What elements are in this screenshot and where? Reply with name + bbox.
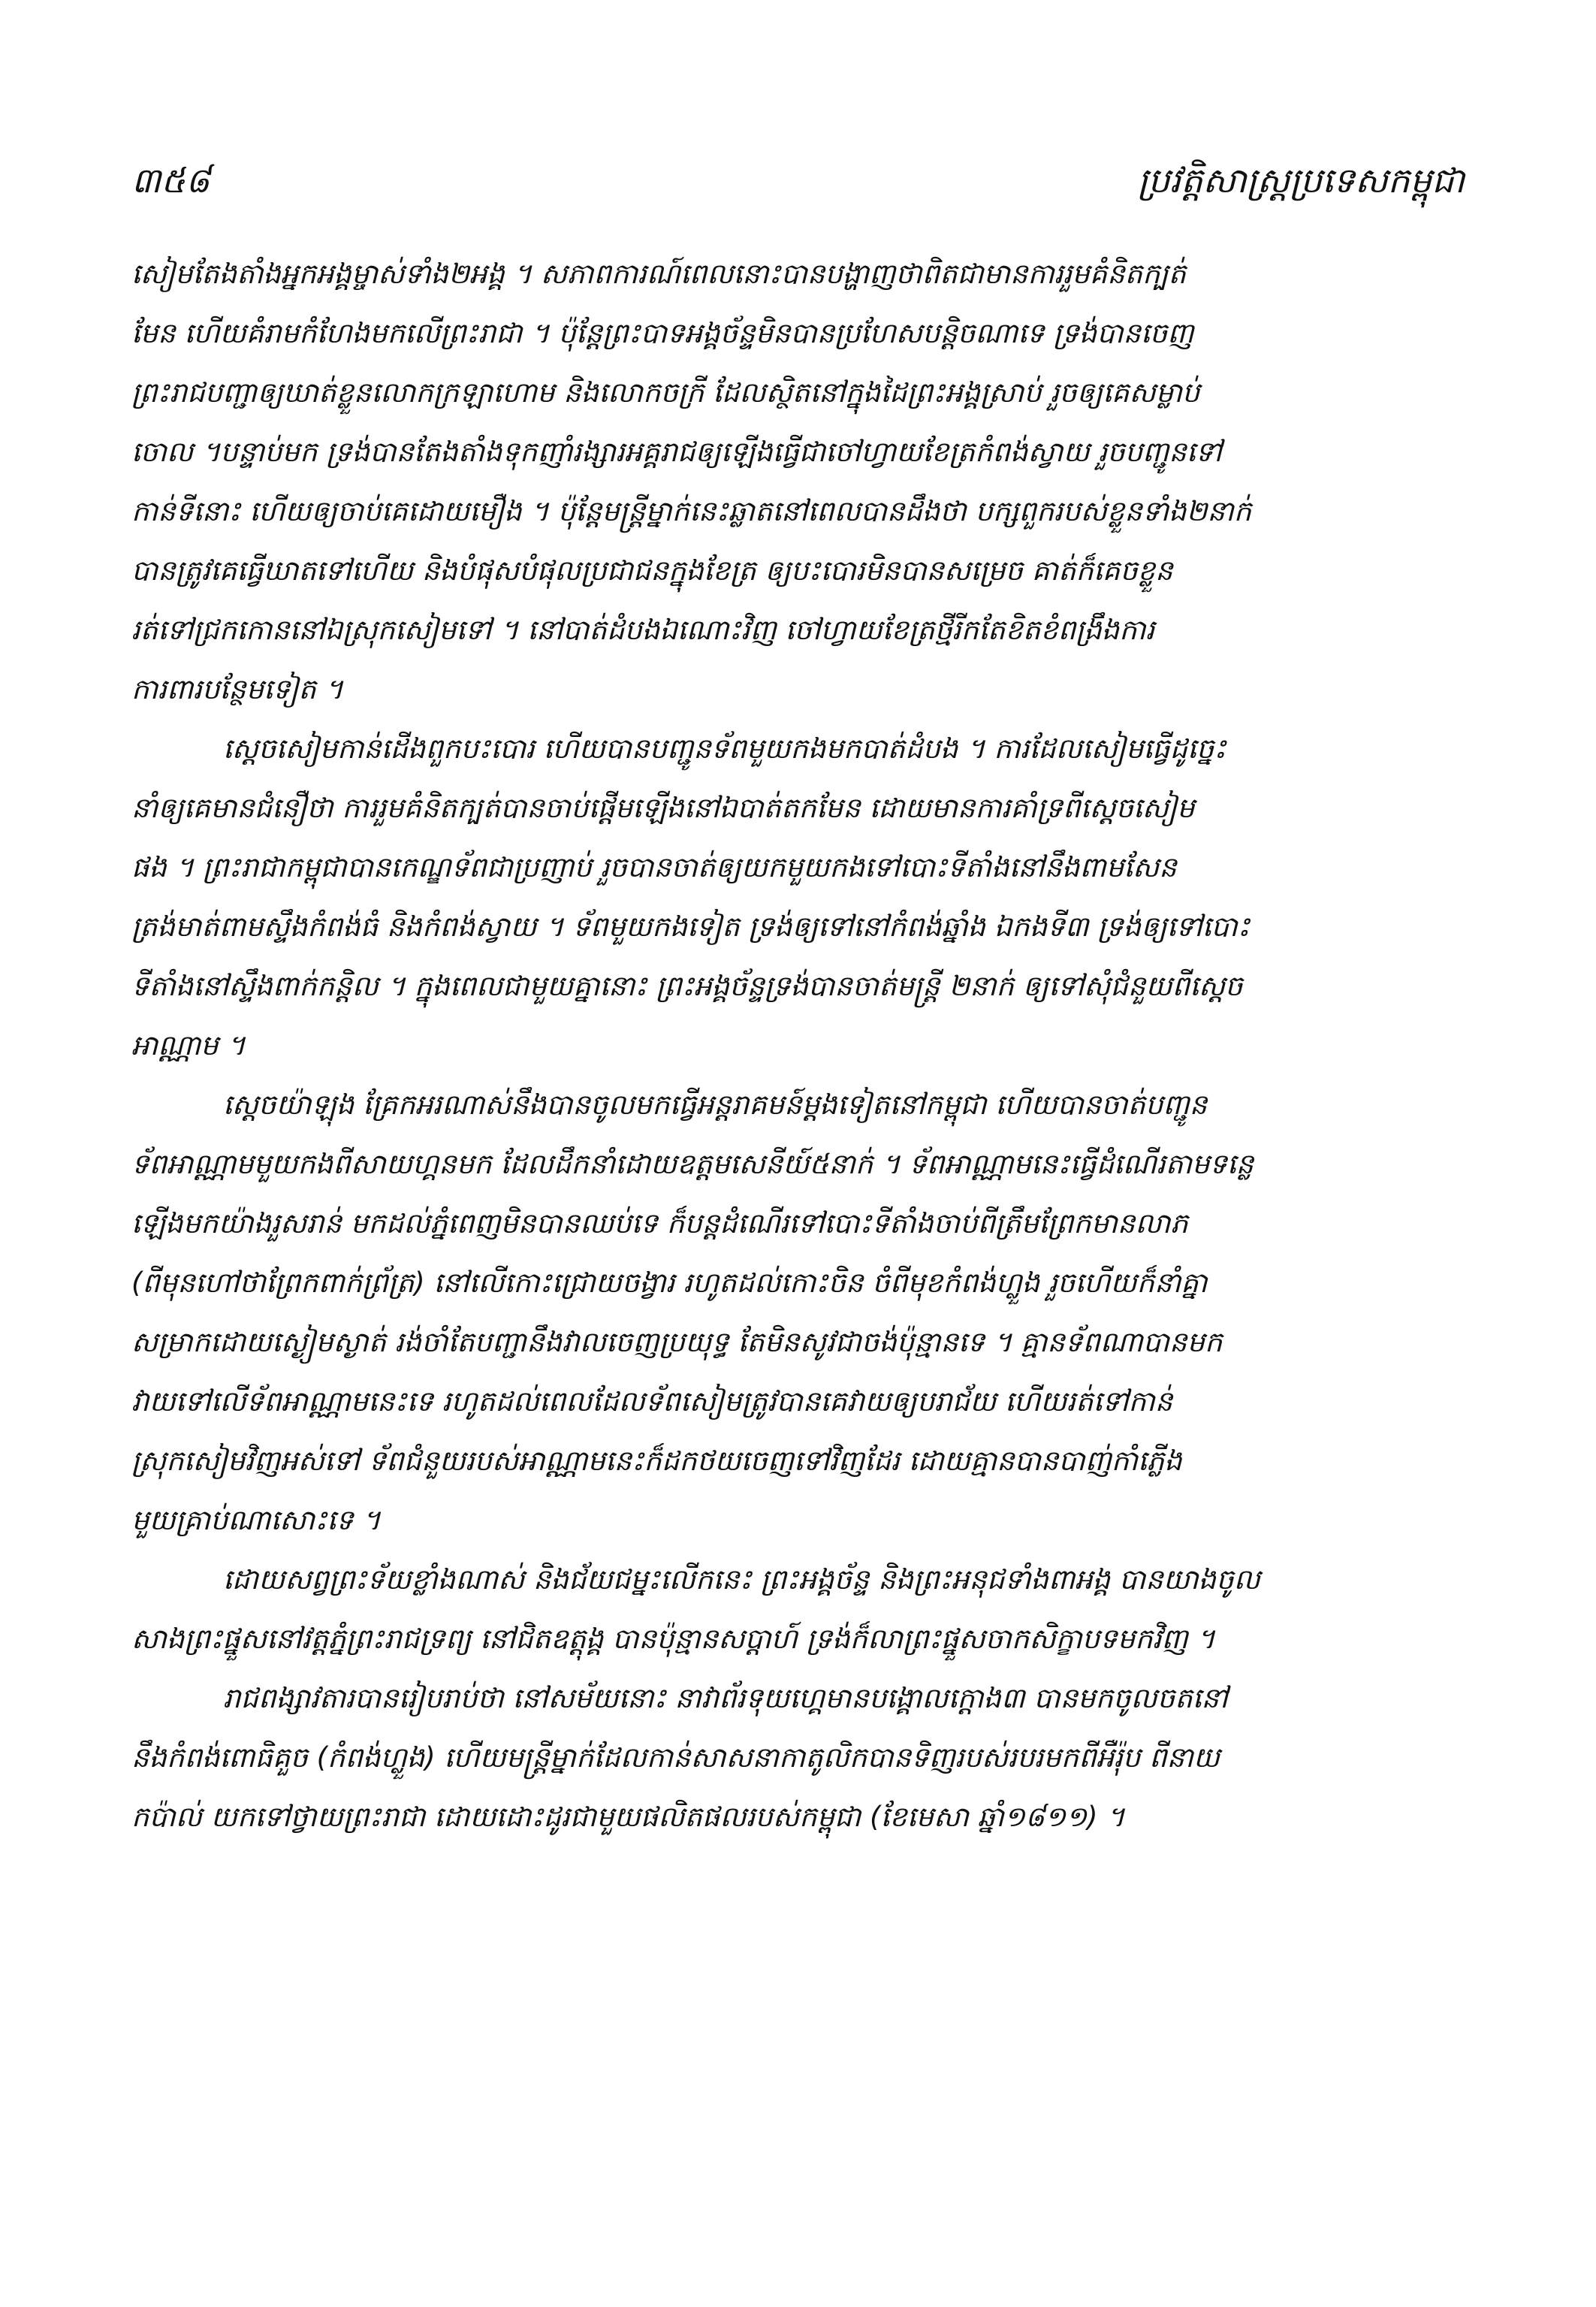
text-line: កប៉ាល់ យកទៅថ្វាយព្រះរាជា ដោយដោះដូរជាមួយផលិតផលរបស់កម្ពុជា (ខែមេសា ឆ្នាំ១៨១១) ។: [131, 1801, 1125, 1833]
text-line: ឡើងមកយ៉ាងរួសរាន់ មកដល់ភ្នំពេញមិនបានឈប់ទេ ក៏បន្តដំណើរទៅបោះទីតាំងចាប់ពីត្រឹមព្រែកមានលាភ: [131, 1207, 1188, 1240]
text-line: រត់ទៅជ្រកកោននៅឯស្រុកសៀមទៅ ។ នៅបាត់ដំបងឯណោះវិញ ចៅហ្វាយខែត្រថ្មីរីកតែខិតខំពង្រឹងការ: [131, 614, 1155, 646]
text-line: ទ័ពអាណ្ណាមមួយកងពីសាយហ្គនមក ដែលដឹកនាំដោយឧត្តមសេនីយ៍៥នាក់ ។ ទ័ពអាណ្ណាមនេះធ្វើដំណើរតាមទន្លេ: [131, 1148, 1254, 1180]
running-title: ប្រវត្តិសាស្ត្រប្រទេសកម្ពុជា: [1137, 160, 1465, 201]
text-line: ព្រះរាជបញ្ជាឲ្យឃាត់ខ្លួនលោកក្រឡាហោម និងលោកចក្រី ដែលស្ថិតនៅក្នុងដៃព្រះអង្គស្រាប់ រួចឲ្យគេសម្លាប់: [131, 376, 1200, 409]
body-text: [131, 244, 1465, 1848]
paragraph-first-line: រាជពង្សាវតារបានរៀបរាប់ថា នៅសម័យនោះ នាវាព័រទុយហ្គេមានបង្គោលក្តោង៣ បានមកចូលចតនៅ: [223, 1682, 1228, 1714]
text-line: បានត្រូវគេធ្វើឃាតទៅហើយ និងបំផុសបំផុលប្រជាជនក្នុងខែត្រ ឲ្យបះបោរមិនបានសម្រេច គាត់ក៏គេចខ្លួន: [131, 554, 1173, 587]
paragraph-first-line: ដោយសព្វព្រះទ័យខ្លាំងណាស់ និងជ័យជម្នះលើកនេះ ព្រះអង្គច័ន្ទ និងព្រះអនុជទាំងពាអង្គ បានយាងចូល: [223, 1563, 1260, 1596]
text-line: សាងព្រះផ្នួសនៅវត្តភ្នំព្រះរាជទ្រព្យ នៅជិតឧត្តុង្គ បានប៉ុន្មានសប្តាហ៍ ទ្រង់ក៏លាព្រះផ្នួសចាកសិក្ខាបទមកវិញ ។: [131, 1623, 1215, 1655]
paragraph-first-line: ស្តេចយ៉ាឡុង គ្រែកអរណាស់នឹងបានចូលមកធ្វើអន្តរាគមន៍ម្តងទៀតនៅកម្ពុជា ហើយបានចាត់បញ្ជូន: [223, 1089, 1208, 1121]
text-line: ទីតាំងនៅស្ទឹងពាក់កន្តិល ។ ក្នុងពេលជាមួយគ្នានោះ ព្រះអង្គច័ន្ទទ្រង់បានចាត់មន្ត្រី ២នាក់ ឲ្យទៅសុំជំនួយពីស្តេច: [131, 970, 1243, 1002]
paragraph-first-line: ស្តេចសៀមកាន់ដើងពួកបះបោរ ហើយបានបញ្ជូនទ័ពមួយកងមកបាត់ដំបង ។ ការដែលសៀមធ្វើដូច្នេះ: [223, 732, 1226, 765]
text-line: (ពីមុនហៅថាព្រែកពាក់ព្រ័ត្រ) នៅលើកោះជ្រោយចង្វារ រហូតដល់កោះចិន ចំពីមុខកំពង់ហ្លួង រួចហើយក៏នាំគ្នា: [131, 1267, 1208, 1299]
text-line: វាយទៅលើទ័ពអាណ្ណាមនេះទេ រហូតដល់ពេលដែលទ័ពសៀមត្រូវបានគេវាយឲ្យបរាជ័យ ហើយរត់ទៅកាន់: [131, 1385, 1173, 1418]
page-header: [131, 154, 1465, 207]
text-line: សម្រាកដោយស្ងៀមស្ងាត់ រង់ចាំតែបញ្ជានឹងវាលចេញប្រយុទ្ធ តែមិនសូវជាចង់ប៉ុន្មានទេ ។ គ្មានទ័ពណាបានមក: [131, 1326, 1223, 1358]
text-line: មួយគ្រាប់ណាសោះទេ ។: [131, 1504, 381, 1536]
text-line: នាំឲ្យគេមានជំនឿថា ការរួមគំនិតក្បត់បានចាប់ផ្តើមឡើងនៅឯបាត់តកមែន ដោយមានការគាំទ្រពីស្តេចសៀម: [131, 792, 1195, 824]
text-line: ការពារបន្ថែមទៀត ។: [131, 673, 344, 705]
text-line: នឹងកំពង់ពោធិគួច (កំពង់ហ្លួង) ហើយមន្ត្រីម្នាក់ដែលកាន់សាសនាកាតូលិកបានទិញរបស់របរមកពីអឺរ៉ុប ពីនាយ: [131, 1741, 1220, 1774]
text-line: ត្រង់មាត់ពាមស្ទឹងកំពង់ធំ និងកំពង់ស្វាយ ។ ទ័ពមួយកងទៀត ទ្រង់ឲ្យទៅនៅកំពង់ឆ្នាំង ឯកងទី៣ ទ្រង់ឲ្យទៅបោះ: [131, 910, 1250, 943]
text-line: ផង ។ ព្រះរាជាកម្ពុជាបានកេណ្ឌទ័ពជាប្រញាប់ រួចបានចាត់ឲ្យយកមួយកងទៅបោះទីតាំងនៅនឹងពាមសែន: [131, 851, 1177, 883]
text-line: ស្រុកសៀមវិញអស់ទៅ ទ័ពជំនួយរបស់អាណ្ណាមនេះក៏ដកថយចេញទៅវិញដែរ ដោយគ្មានបានបាញ់កាំភ្លើង: [131, 1445, 1182, 1477]
page-number: ៣៥៨: [131, 160, 210, 201]
text-line: កាន់ទីនោះ ហើយឲ្យចាប់គេដោយមឿង ។ ប៉ុន្តែមន្ត្រីម្នាក់នេះឆ្លាតនៅពេលបានដឹងថា បក្សពួករបស់ខ្លួនទាំង២នាក់: [131, 495, 1252, 527]
text-line: សៀមតែងតាំងអ្នកអង្គម្ចាស់ទាំង២អង្គ ។ សភាពការណ៍ពេលនោះបានបង្ហាញថាពិតជាមានការរួមគំនិតក្បត់: [131, 258, 1187, 290]
text-line: ចោល ។បន្ទាប់មក ទ្រង់បានតែងតាំងទុកញាំរង្សារអគ្គរាជឲ្យឡើងធ្វើជាចៅហ្វាយខែត្រកំពង់ស្វាយ រួចបញ្ជូនទៅ: [131, 436, 1222, 468]
text-line: អាណ្ណាម ។: [131, 1029, 246, 1061]
text-line: មែន ហើយគំរាមកំហែងមកលើព្រះរាជា ។ ប៉ុន្តែព្រះបាទអង្គច័ន្ទមិនបានប្រហែសបន្តិចណាទេ ទ្រង់បានចេញ: [131, 317, 1194, 349]
